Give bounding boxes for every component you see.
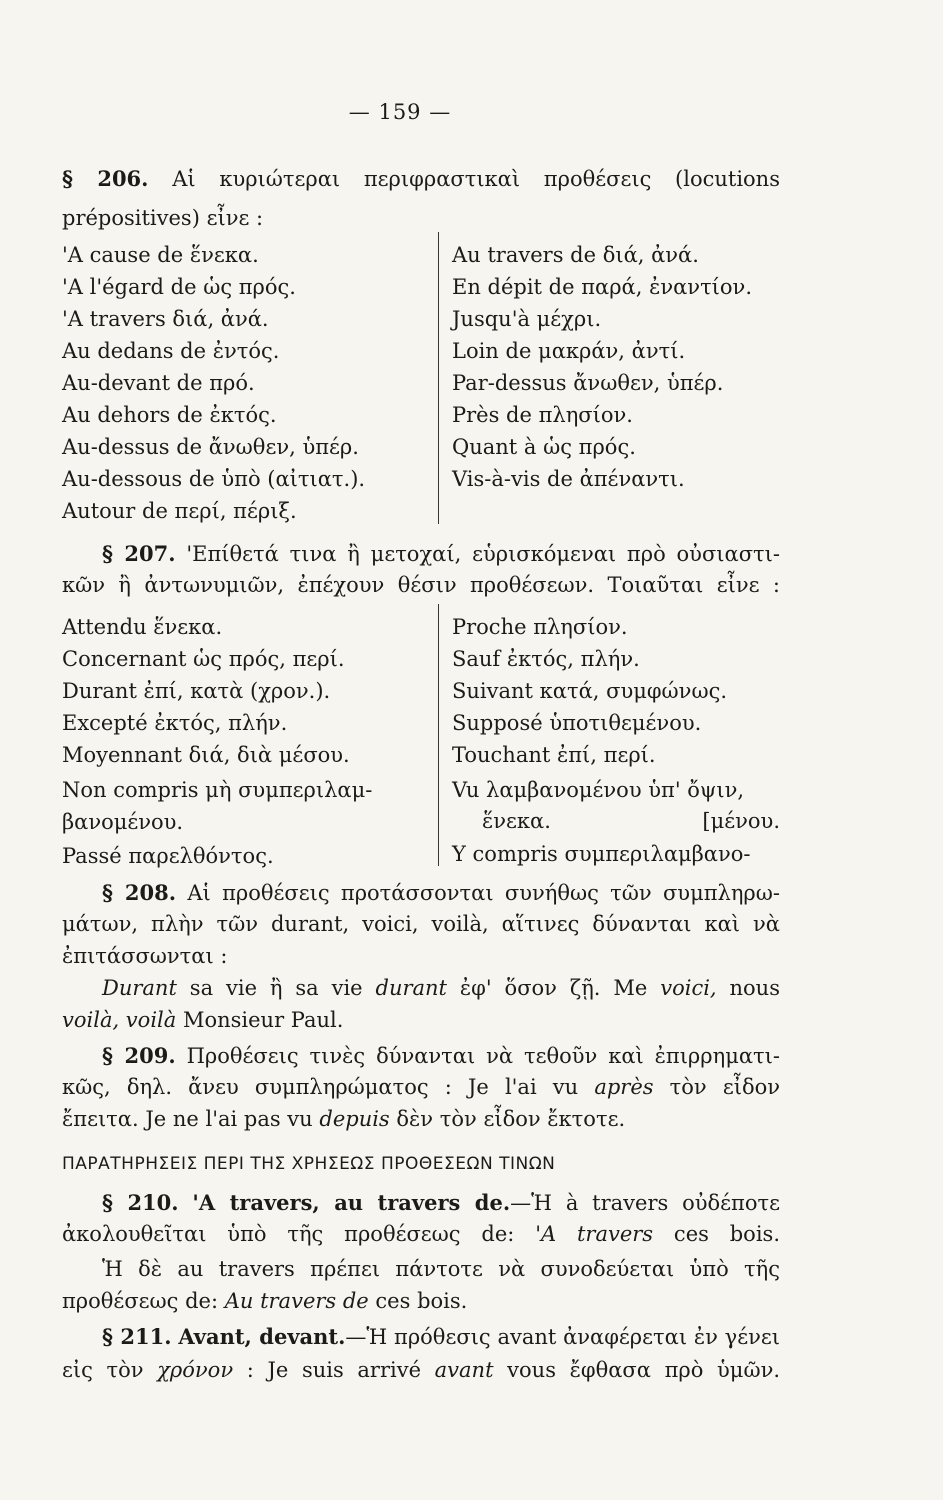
s207-right-item: Suivant κατά, συμφώνως. (452, 679, 728, 703)
s207-right-item: [μένου. (702, 809, 780, 833)
s206-column-divider (438, 232, 439, 524)
s211-line-2: εἰς τὸν χρόνον : Je suis arrivé avant vous ἔφθασα πρὸ ὑμῶν. (62, 1358, 781, 1382)
s206-left-item: Au dehors de ἐκτός. (62, 403, 277, 427)
s209-line-2: κῶς, δηλ. ἄνευ συμπληρώματος : Je l'ai vu après τὸν εἶδον (62, 1075, 780, 1099)
s207-line-2: κῶν ἢ ἀντωνυμιῶν, ἐπέχουν θέσιν προθέσεων. Τοιαῦται εἶνε : (62, 573, 780, 597)
s207-right-item: Sauf ἐκτός, πλήν. (452, 647, 640, 671)
s207-number: § 207. (102, 541, 176, 566)
s206-left-item: 'A cause de ἕνεκα. (62, 243, 259, 267)
s206-right-item: Par-dessus ἄνωθεν, ὑπέρ. (452, 371, 724, 395)
s207-left-item: Passé παρελθόντος. (62, 844, 274, 868)
s206-number: § 206. (62, 166, 149, 191)
s211-line-1: § 211. Avant, devant.—Ἡ πρόθεσις avant ἀναφέρεται ἐν γένει (102, 1324, 780, 1349)
s207-left-item: βανομένου. (62, 810, 184, 834)
s207-line-1: § 207. 'Επίθετά τινα ἢ μετοχαί, εὑρισκόμεναι πρὸ οὐσιαστι- (102, 541, 780, 566)
s206-left-item: Au dedans de ἐντός. (62, 339, 280, 363)
s207-right-item: Touchant ἐπί, περί. (452, 743, 656, 767)
s206-left-item: 'A travers διά, ἀνά. (62, 307, 269, 331)
s209-number: § 209. (102, 1043, 176, 1068)
s207-right-item: Vu λαμβανομένου ὑπ' ὄψιν, (452, 778, 745, 802)
s209-line-1: § 209. Προθέσεις τινὲς δύνανται νὰ τεθοῦν καὶ ἐπιρρηματι- (102, 1043, 780, 1068)
s211-title: Avant, devant. (178, 1324, 346, 1349)
s206-right-item: Au travers de διά, ἀνά. (452, 243, 699, 267)
s206-right-item: Près de πλησίον. (452, 403, 633, 427)
s208-line-3: ἐπιτάσσωνται : (62, 944, 228, 968)
s206-right-item: Vis-à-vis de ἀπέναντι. (452, 467, 685, 491)
s206-line-1: § 206. Αἱ κυριώτεραι περιφραστικαὶ προθέσεις (locutions (62, 166, 780, 191)
s206-right-item: Jusqu'à μέχρι. (452, 307, 602, 331)
s207-left-item: Non compris μὴ συμπεριλαμ- (62, 778, 373, 802)
s206-left-item: Autour de περί, πέριξ. (62, 499, 297, 523)
s206-line-2: prépositives) εἶνε : (62, 206, 264, 230)
page-number: — 159 — (348, 100, 452, 124)
s208-example-2: voilà, voilà Monsieur Paul. (62, 1008, 344, 1032)
s208-line-2: μάτων, πλὴν τῶν durant, voici, voilà, αἵτινες δύνανται καὶ νὰ (62, 912, 780, 936)
s207-column-divider (438, 604, 439, 866)
s206-left-item: 'A l'égard de ὡς πρός. (62, 275, 296, 299)
section-heading: ΠΑΡΑΤΗΡΗΣΕΙΣ ΠΕΡΙ ΤΗΣ ΧΡΗΣΕΩΣ ΠΡΟΘΕΣΕΩΝ ΤΙΝΩΝ (62, 1154, 556, 1174)
s207-right-item: Supposé ὑποτιθεμένου. (452, 711, 702, 735)
s207-left-item: Moyennant διά, διὰ μέσου. (62, 743, 350, 767)
s207-left-item: Durant ἐπί, κατὰ (χρον.). (62, 679, 331, 703)
s206-right-item: Loin de μακράν, ἀντί. (452, 339, 686, 363)
s206-left-item: Au-dessous de ὑπὸ (αἰτιατ.). (62, 467, 366, 491)
s207-left-item: Concernant ὡς πρός, περί. (62, 647, 345, 671)
s208-line-1: § 208. Αἱ προθέσεις προτάσσονται συνήθως τῶν συμπληρω- (102, 880, 780, 905)
s209-line-3: ἔπειτα. Je ne l'ai pas vu depuis δὲν τὸν εἶδον ἔκτοτε. (62, 1107, 626, 1131)
s208-example-1: Durant sa vie ἢ sa vie durant ἐφ' ὅσον ζῇ. Me voici, nous (102, 976, 780, 1000)
s207-right-item: Y compris συμπεριλαμβανο- (452, 842, 751, 866)
s207-right-item: Proche πλησίον. (452, 615, 628, 639)
s208-number: § 208. (102, 880, 177, 905)
s210-title: 'A travers, au travers de. (192, 1190, 511, 1215)
s210-line-1: § 210. 'A travers, au travers de.—Ἡ à travers οὐδέποτε (102, 1190, 780, 1215)
s206-right-item: Quant à ὡς πρός. (452, 435, 636, 459)
s211-number: § 211. (102, 1324, 172, 1349)
s210-number: § 210. (102, 1190, 179, 1215)
s207-left-item: Excepté ἐκτός, πλήν. (62, 711, 288, 735)
s210-line-4: προθέσεως de: Au travers de ces bois. (62, 1289, 468, 1313)
s210-line-3: Ἡ δὲ au travers πρέπει πάντοτε νὰ συνοδεύεται ὑπὸ τῆς (102, 1257, 780, 1281)
s210-line-2: ἀκολουθεῖται ὑπὸ τῆς προθέσεως de: 'A travers ces bois. (62, 1222, 780, 1246)
s206-left-item: Au-dessus de ἄνωθεν, ὑπέρ. (62, 435, 359, 459)
s207-right-item: ἕνεκα. (482, 809, 551, 833)
s207-left-item: Attendu ἕνεκα. (62, 615, 223, 639)
s206-right-item: En dépit de παρά, ἐναντίον. (452, 275, 752, 299)
s206-left-item: Au-devant de πρό. (62, 371, 255, 395)
